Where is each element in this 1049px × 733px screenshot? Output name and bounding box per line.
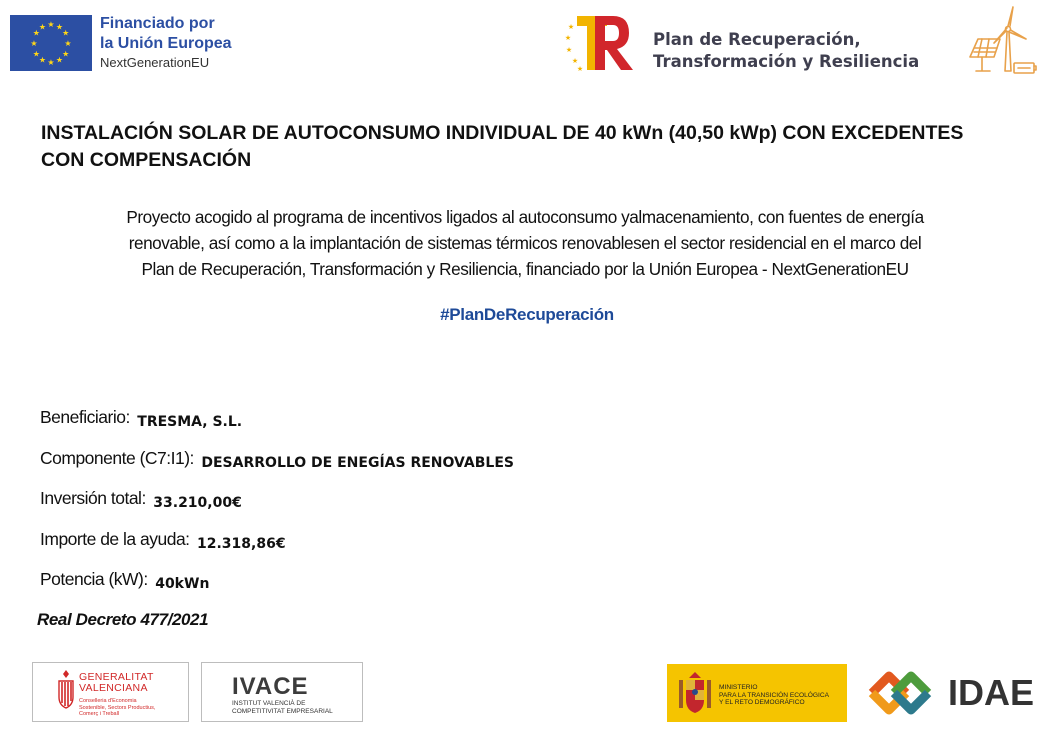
wind-turbine-solar-panel-battery-icon [964, 5, 1040, 77]
idae-mark-icon [862, 664, 946, 722]
svg-text:★: ★ [38, 55, 47, 65]
svg-text:★: ★ [62, 28, 70, 38]
ivace-logo [201, 662, 363, 722]
componente-value: DESARROLLO DE ENEGÍAS RENOVABLES [201, 455, 514, 471]
importe-value: 12.318,86€ [197, 536, 286, 552]
inversion-label: Inversión total: [40, 488, 146, 508]
componente-label: Componente (C7:I1): [40, 448, 194, 468]
svg-text:★: ★ [576, 65, 584, 73]
ministerio-transicion-ecologica-logo [667, 664, 847, 722]
generalitat-valenciana-logo [32, 662, 189, 722]
ministerio-line-1: MINISTERIO [719, 684, 758, 691]
idae-wordmark: IDAE [948, 672, 1035, 713]
importe-row [40, 529, 286, 550]
potencia-row [40, 569, 209, 590]
beneficiario-row [40, 407, 242, 428]
svg-text:★: ★ [47, 58, 55, 67]
gva-name-line-1: GENERALITAT [79, 671, 154, 683]
svg-text:★: ★ [38, 22, 47, 32]
ivace-wordmark: IVACE [232, 673, 309, 700]
project-title: INSTALACIÓN SOLAR DE AUTOCONSUMO INDIVIDUAL DE 40 kWn (40,50 kWp) CON EXCEDENTES CON COMPENSACIÓN [41, 122, 964, 171]
description-line-1: Proyecto acogido al programa de incentivos ligados al autoconsumo yalmacenamiento, con fuentes de energía [126, 207, 924, 227]
beneficiario-label: Beneficiario: [40, 407, 130, 427]
ivace-sub-line-1: INSTITUT VALENCIÀ DE [232, 700, 306, 707]
eu-logo-line-2: la Unión Europea [100, 35, 232, 52]
description-line-3: Plan de Recuperación, Transformación y Resiliencia, financiado por la Unión Europea - NextGenerationEU [141, 259, 909, 279]
gva-shield-icon [57, 669, 75, 709]
svg-text:★: ★ [30, 39, 38, 48]
ministerio-line-2: PARA LA TRANSICIÓN ECOLÓGICA [719, 691, 830, 699]
importe-label: Importe de la ayuda: [40, 529, 190, 549]
svg-text:★: ★ [55, 22, 64, 32]
plan-recuperacion-logo [563, 13, 943, 75]
eu-funding-logo [10, 14, 250, 72]
svg-text:★: ★ [567, 23, 575, 31]
svg-text:★: ★ [55, 55, 64, 65]
svg-text:★: ★ [32, 49, 40, 59]
potencia-value: 40kWn [155, 576, 210, 592]
svg-text:★: ★ [62, 49, 70, 59]
gva-name-line-2: VALENCIANA [79, 682, 148, 694]
real-decreto: Real Decreto 477/2021 [37, 610, 209, 629]
gva-sub-line-2: Sostenible, Sectors Productius, [79, 704, 156, 711]
plan-logo-line-2: Transformación y Resiliencia [653, 52, 920, 71]
inversion-value: 33.210,00€ [153, 495, 242, 511]
eu-logo-line-1: Financiado por [100, 15, 215, 32]
componente-row [40, 448, 514, 469]
gva-sub-line-3: Comerç i Treball [79, 711, 120, 717]
description-line-2: renovable, así como a la implantación de sistemas térmicos renovablesen el sector residencial en el marco del [128, 233, 922, 253]
idae-logo [862, 662, 1042, 724]
svg-text:★: ★ [64, 39, 72, 48]
svg-text:★: ★ [32, 28, 40, 38]
plan-logo-line-1: Plan de Recuperación, [653, 30, 861, 49]
eu-flag-icon [10, 15, 92, 71]
ivace-sub-line-2: COMPETITIVITAT EMPRESARIAL [232, 708, 333, 715]
project-description [30, 204, 1020, 282]
potencia-label: Potencia (kW): [40, 569, 148, 589]
coat-of-arms-icon [675, 670, 715, 716]
svg-text:★: ★ [564, 34, 572, 42]
svg-text:★: ★ [571, 57, 579, 65]
beneficiario-value: TRESMA, S.L. [137, 414, 243, 430]
svg-text:★: ★ [47, 20, 55, 29]
hashtag: #PlanDeRecuperación [440, 305, 614, 324]
ministerio-line-3: Y EL RETO DEMOGRÁFICO [719, 699, 805, 706]
inversion-row [40, 488, 242, 509]
svg-text:★: ★ [565, 46, 573, 54]
eu-logo-line-3: NextGenerationEU [100, 55, 210, 70]
tr-monogram-icon [563, 13, 638, 73]
gva-sub-line-1: Conselleria d'Economia [79, 698, 137, 704]
